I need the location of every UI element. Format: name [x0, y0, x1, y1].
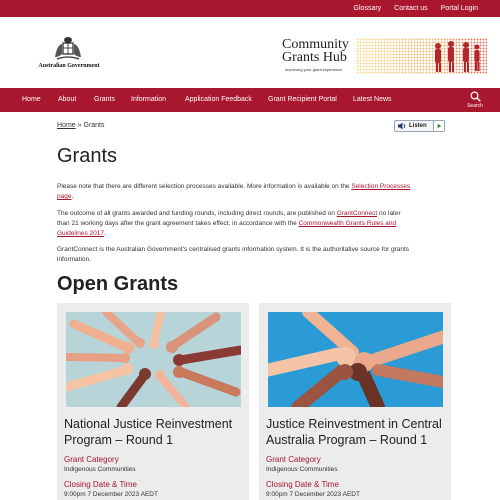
- p2-text-c: than 21 working days after the grant agreement takes effect, in accordance with the: [57, 220, 299, 227]
- grants-rules-link[interactable]: Commonwealth Grants Rules and: [298, 220, 397, 227]
- grant-card[interactable]: [57, 303, 249, 500]
- search-label: Search: [467, 103, 483, 109]
- grant-card-title[interactable]: National Justice Reinvestment Program – Round 1: [64, 417, 233, 447]
- coat-of-arms-icon: [51, 35, 85, 61]
- utility-nav: [354, 4, 478, 13]
- p1-end: .: [71, 193, 74, 200]
- main-nav: [0, 88, 500, 112]
- grant-image-joined-hands: [268, 312, 443, 407]
- contact-us-link[interactable]: Contact us: [394, 5, 428, 12]
- p2-text-a: The outcome of all grants awarded and funding rounds, including direct rounds, are published on: [57, 210, 337, 217]
- nav-application-feedback[interactable]: Application Feedback: [185, 96, 252, 103]
- glossary-link[interactable]: Glossary: [353, 5, 382, 12]
- p1-text: Please note that there are different selection processes available. More information is available on the: [57, 183, 352, 190]
- grantconnect-description-paragraph: GrantConnect is the Australian Government's centralised grants information system. It is the authoritative source for grants information.: [57, 246, 410, 263]
- grant-image-hands-circle: [66, 312, 241, 407]
- breadcrumb-current: Grants: [83, 122, 105, 129]
- grantconnect-outcome-paragraph: [57, 209, 447, 239]
- breadcrumb: [57, 122, 105, 129]
- speaker-icon: [397, 121, 407, 131]
- site-header: [0, 17, 500, 88]
- grant-category-value: Indigenous Communities: [266, 466, 338, 473]
- australian-government-logo[interactable]: [35, 35, 103, 73]
- community-grants-hub-logo[interactable]: [282, 38, 487, 76]
- play-icon[interactable]: [433, 121, 444, 131]
- listen-label: Listen: [409, 123, 427, 129]
- search-button[interactable]: [462, 91, 488, 110]
- grant-card[interactable]: [259, 303, 451, 500]
- hub-title: [282, 38, 356, 64]
- closing-date-value: 9:00pm 7 December 2023 AEDT: [266, 491, 360, 498]
- grant-category-label: Grant Category: [266, 455, 321, 464]
- closing-date-label: Closing Date & Time: [266, 480, 339, 489]
- breadcrumb-separator: »: [77, 122, 82, 129]
- utility-bar: [0, 0, 500, 17]
- nav-home[interactable]: Home: [22, 96, 41, 103]
- gov-logo-text: Australian Government: [38, 63, 100, 69]
- grantconnect-link[interactable]: GrantConnect: [336, 210, 378, 217]
- p2-end: .: [103, 230, 106, 237]
- grant-card-title[interactable]: Justice Reinvestment in Central Australia Program – Round 1: [266, 417, 442, 447]
- grants-rules-link-cont[interactable]: Guidelines 2017: [57, 230, 104, 237]
- nav-information[interactable]: Information: [131, 96, 167, 103]
- portal-login-link[interactable]: Portal Login: [440, 5, 478, 12]
- grant-category-label: Grant Category: [64, 455, 119, 464]
- hub-tagline: Improving your grant experience: [285, 67, 343, 72]
- open-grants-heading: Open Grants: [57, 273, 179, 295]
- nav-grants[interactable]: Grants: [94, 96, 116, 103]
- breadcrumb-home-link[interactable]: Home: [57, 122, 76, 129]
- selection-processes-paragraph: [57, 182, 447, 202]
- closing-date-label: Closing Date & Time: [64, 480, 137, 489]
- selection-processes-link[interactable]: Selection Processes: [351, 183, 411, 190]
- search-icon: [470, 91, 481, 102]
- nav-grant-recipient-portal[interactable]: Grant Recipient Portal: [268, 96, 337, 103]
- nav-latest-news[interactable]: Latest News: [353, 96, 392, 103]
- nav-about[interactable]: About: [58, 96, 77, 103]
- selection-processes-link-cont[interactable]: page: [57, 193, 72, 200]
- listen-button[interactable]: [394, 120, 445, 132]
- hub-dots-people-graphic: [356, 38, 487, 74]
- closing-date-value: 9:00pm 7 December 2023 AEDT: [64, 491, 158, 498]
- page-title: Grants: [57, 145, 118, 167]
- p2-text-b: no later: [377, 210, 401, 217]
- hub-title-line2: Grants Hub: [282, 50, 347, 65]
- hub-title-line1: Community: [282, 37, 349, 52]
- grant-category-value: Indigenous Communities: [64, 466, 136, 473]
